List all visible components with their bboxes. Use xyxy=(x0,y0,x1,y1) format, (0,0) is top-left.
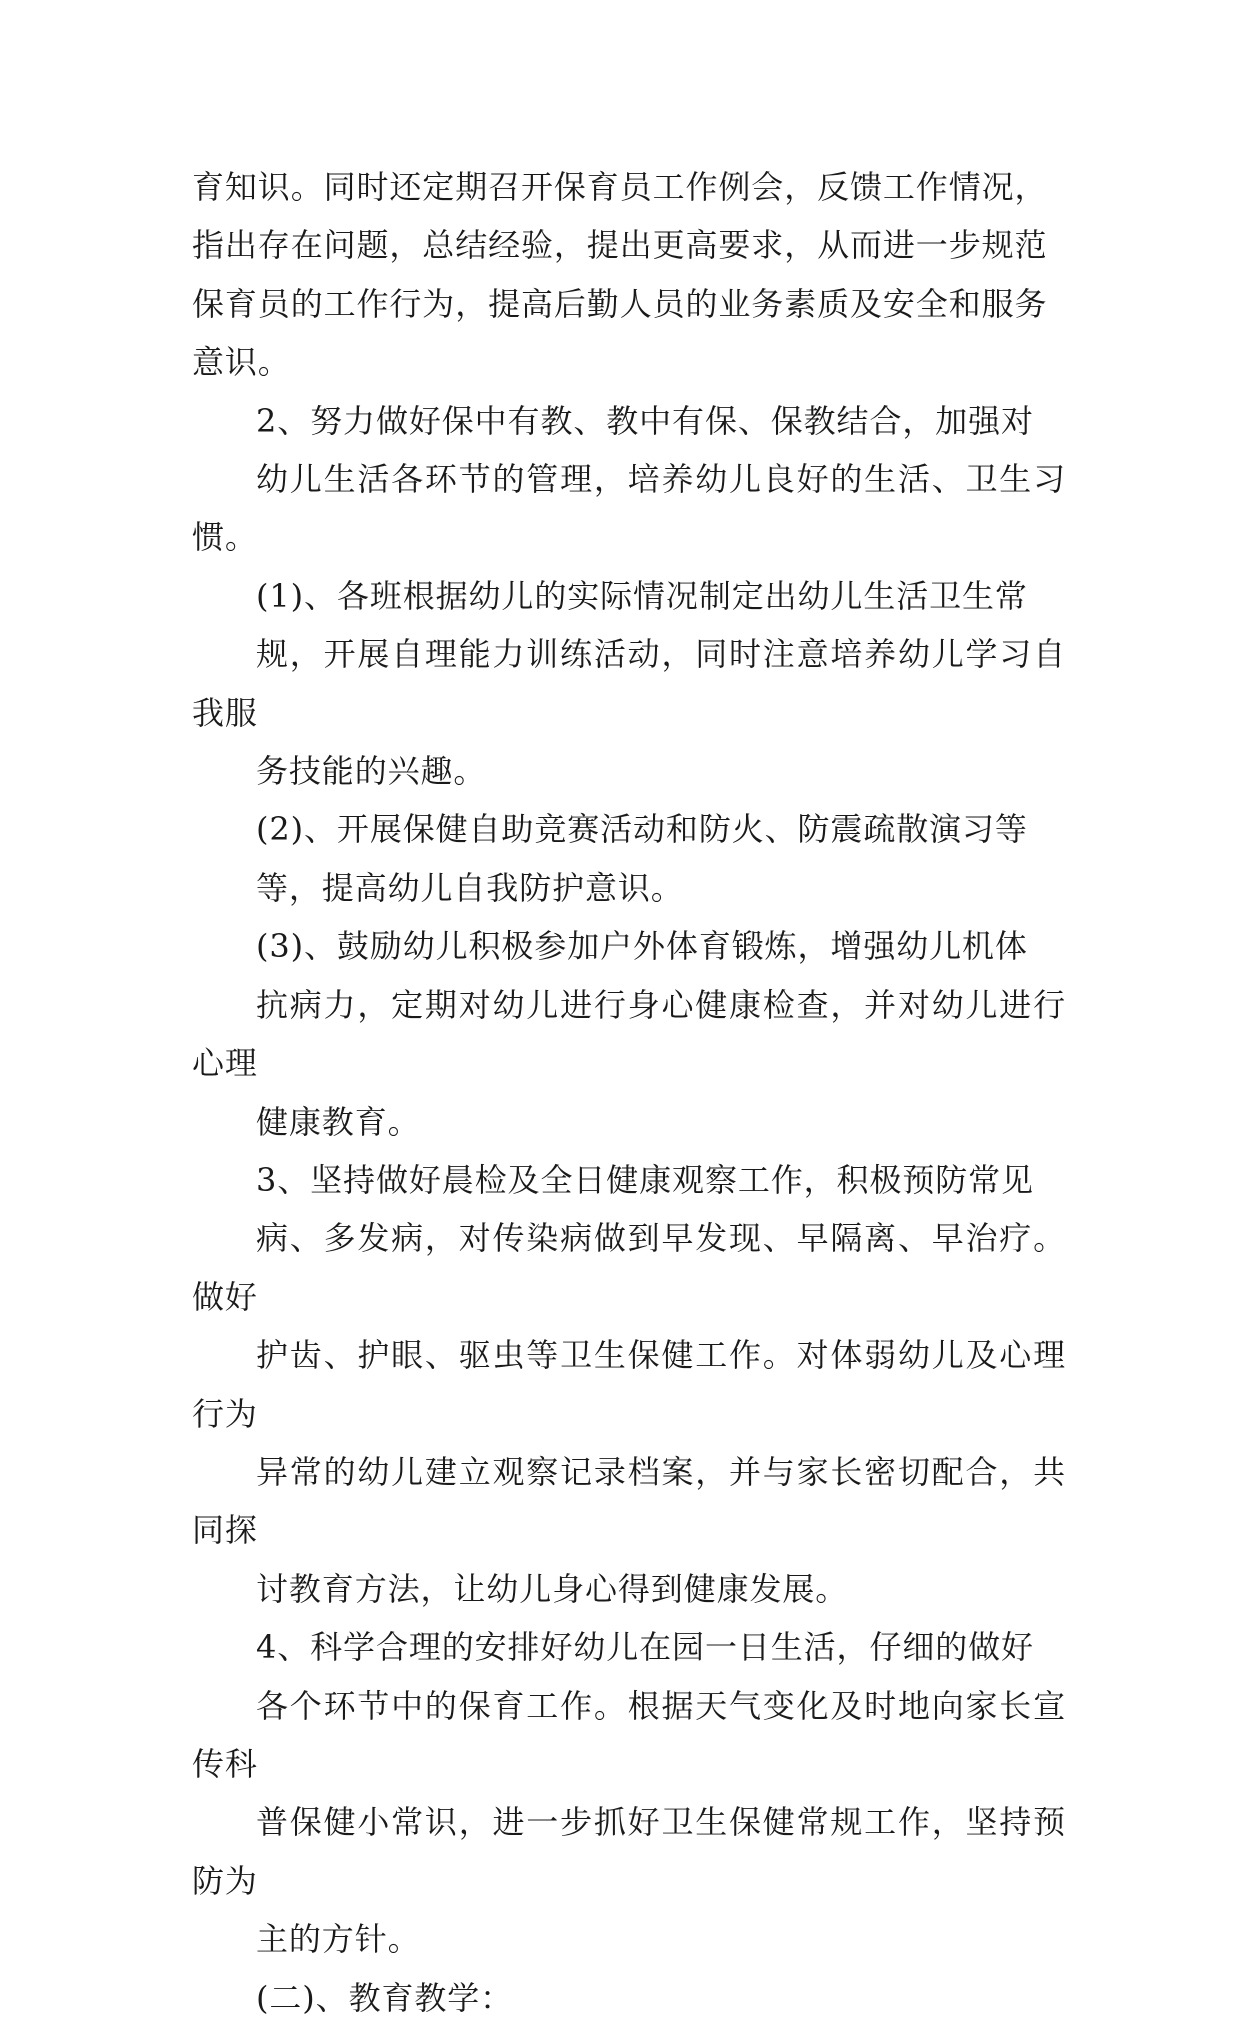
text-line: 指出存在问题，总结经验，提出更高要求，从而进一步规范 xyxy=(192,226,1048,265)
text-line: 健康教育。 xyxy=(256,1102,421,1141)
text-line: 讨教育方法，让幼儿身心得到健康发展。 xyxy=(256,1569,849,1608)
text-line: 务技能的兴趣。 xyxy=(256,752,487,791)
paragraph-item-2-2 xyxy=(192,800,1066,917)
text-line: 抗病力，定期对幼儿进行身心健康检查，并对幼儿进行心理 xyxy=(192,985,1066,1083)
text-line: 3、坚持做好晨检及全日健康观察工作，积极预防常见 xyxy=(256,1160,1034,1199)
text-line: (2)、开展保健自助竞赛活动和防火、防震疏散演习等 xyxy=(256,810,1028,849)
text-line: 2、努力做好保中有教、教中有保、保教结合，加强对 xyxy=(256,401,1034,440)
paragraph-item-2-1 xyxy=(192,567,1066,801)
text-line: 保育员的工作行为，提高后勤人员的业务素质及安全和服务 xyxy=(192,284,1048,323)
text-line: 主的方针。 xyxy=(256,1920,421,1959)
paragraph-continued xyxy=(192,158,1066,392)
paragraph-item-3 xyxy=(192,1151,1066,1618)
paragraph-item-4 xyxy=(192,1618,1066,1968)
text-line: 各个环节中的保育工作。根据天气变化及时地向家长宣传科 xyxy=(192,1686,1066,1783)
text-line: 意识。 xyxy=(192,343,291,382)
text-line: 普保健小常识，进一步抓好卫生保健常规工作，坚持预防为 xyxy=(192,1803,1066,1900)
text-line: 幼儿生活各环节的管理，培养幼儿良好的生活、卫生习惯。 xyxy=(192,460,1066,557)
text-line: 规，开展自理能力训练活动，同时注意培养幼儿学习自我服 xyxy=(192,635,1066,732)
document-body xyxy=(192,158,1066,2027)
text-line: 护齿、护眼、驱虫等卫生保健工作。对体弱幼儿及心理行为 xyxy=(192,1336,1066,1433)
text-line: 异常的幼儿建立观察记录档案，并与家长密切配合，共同探 xyxy=(192,1452,1066,1550)
text-line: 4、科学合理的安排好幼儿在园一日生活，仔细的做好 xyxy=(256,1628,1034,1667)
text-line: (1)、各班根据幼儿的实际情况制定出幼儿生活卫生常 xyxy=(256,576,1028,615)
text-line: (3)、鼓励幼儿积极参加户外体育锻炼，增强幼儿机体 xyxy=(256,927,1028,966)
text-line: 病、多发病，对传染病做到早发现、早隔离、早治疗。做好 xyxy=(192,1219,1066,1316)
text-line: (二)、教育教学： xyxy=(256,1978,514,2017)
text-line: 育知识。同时还定期召开保育员工作例会，反馈工作情况， xyxy=(192,168,1048,206)
section-heading-education xyxy=(192,1969,1066,2027)
paragraph-item-2 xyxy=(192,392,1066,567)
text-line: 等，提高幼儿自我防护意识。 xyxy=(256,868,684,907)
paragraph-item-2-3 xyxy=(192,917,1066,1151)
